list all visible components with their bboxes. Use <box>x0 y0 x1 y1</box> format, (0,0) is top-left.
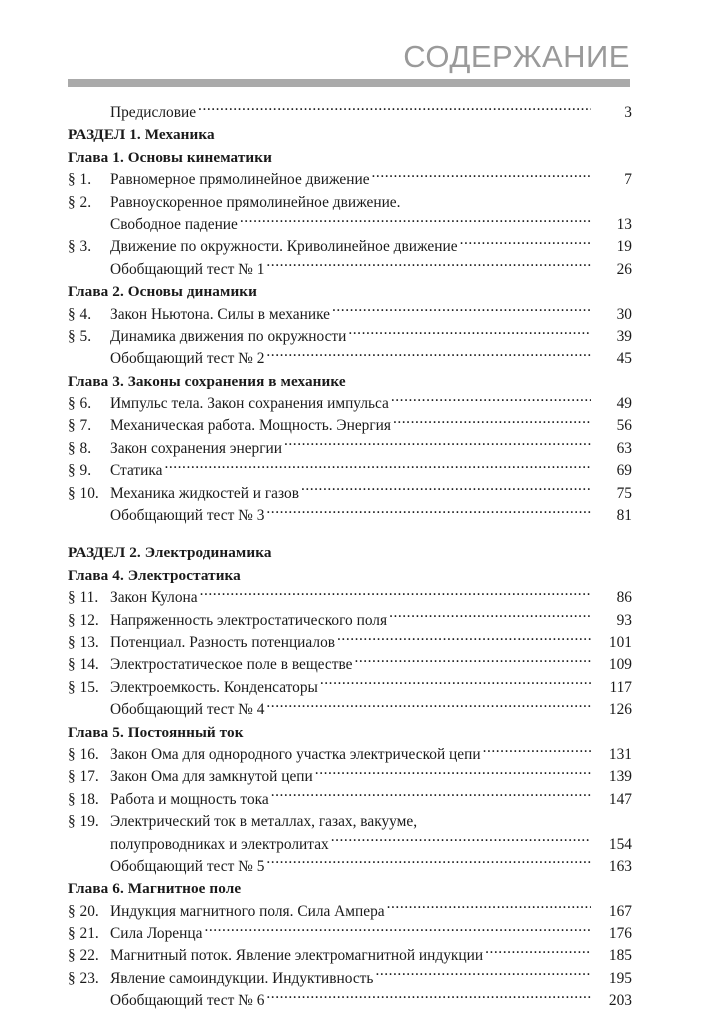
toc-leader-dots <box>320 677 591 692</box>
toc-entry[interactable] <box>68 632 632 654</box>
toc-entry-label: Напряженность электростатического поля <box>110 611 388 629</box>
toc-leader-dots <box>204 923 591 938</box>
toc-entry-number: § 4. <box>68 305 92 323</box>
toc-entry-label: Обобщающий тест № 6 <box>110 992 265 1010</box>
toc-entry[interactable] <box>68 789 632 811</box>
toc-entry-number: § 7. <box>68 417 92 435</box>
page-header <box>68 40 630 87</box>
toc-leader-dots <box>266 699 591 714</box>
toc-entry-page: 154 <box>608 835 632 853</box>
toc-entry-label: Явление самоиндукции. Индуктивность <box>110 969 374 987</box>
toc-leader-dots <box>354 654 591 669</box>
toc-leader-dots <box>483 744 591 759</box>
toc-entry[interactable] <box>68 990 632 1012</box>
toc-entry[interactable] <box>68 766 632 788</box>
toc-entry-label: Обобщающий тест № 2 <box>110 350 265 368</box>
toc-entry[interactable] <box>68 587 632 609</box>
toc-leader-dots <box>348 326 591 341</box>
toc-entry-label: Электростатическое поле в веществе <box>110 656 353 674</box>
toc-leader-dots <box>266 990 591 1005</box>
toc-entry-number: § 21. <box>68 925 99 943</box>
toc-entry-page: 109 <box>608 656 632 674</box>
toc-heading-label: Глава 4. Электростатика <box>68 566 241 584</box>
toc-entry[interactable] <box>68 945 632 967</box>
toc-leader-dots <box>284 438 591 453</box>
toc-entry[interactable] <box>68 923 632 945</box>
toc-entry-label: Импульс тела. Закон сохранения импульса <box>110 395 389 413</box>
toc-entry-label: Механическая работа. Мощность. Энергия <box>110 417 391 435</box>
toc-entry-page: 131 <box>608 745 632 763</box>
toc-entry-page: 101 <box>608 633 632 651</box>
toc-entry-page: 63 <box>616 439 632 457</box>
toc-entry-label: Закон Ома для однородного участка электрической цепи <box>110 745 481 763</box>
toc-leader-dots <box>164 460 591 475</box>
toc-entry-page: 45 <box>616 350 632 368</box>
toc-heading <box>68 565 632 587</box>
toc-entry-continuation[interactable] <box>68 834 632 856</box>
toc-entry-number: § 19. <box>68 813 99 831</box>
toc-entry-page: 49 <box>616 395 632 413</box>
toc-entry-number: § 23. <box>68 969 99 987</box>
toc-entry[interactable] <box>68 236 632 258</box>
toc-entry-label: Закон Ньютона. Силы в механике <box>110 305 330 323</box>
toc-leader-dots <box>337 632 591 647</box>
toc-entry-number: § 17. <box>68 768 99 786</box>
toc-leader-dots <box>460 236 591 251</box>
toc-entry[interactable] <box>68 699 632 721</box>
toc-leader-dots <box>266 348 591 363</box>
toc-entry-label: Электрический ток в металлах, газах, вакууме, <box>110 813 418 831</box>
toc-leader-dots <box>331 834 591 849</box>
toc-entry-label: Механика жидкостей и газов <box>110 484 299 502</box>
toc-entry[interactable] <box>68 744 632 766</box>
toc-entry-page: 69 <box>616 462 632 480</box>
toc-entry[interactable] <box>68 811 632 833</box>
toc-entry-label: Равномерное прямолинейное движение <box>110 171 370 189</box>
toc-entry[interactable] <box>68 505 632 527</box>
header-rule <box>68 79 630 87</box>
toc-entry[interactable] <box>68 169 632 191</box>
toc-leader-dots <box>485 945 591 960</box>
toc-entry-page: 75 <box>616 484 632 502</box>
toc-heading <box>68 124 632 146</box>
toc-entry-label: Статика <box>110 462 163 480</box>
toc-heading-label: РАЗДЕЛ 2. Электродинамика <box>68 544 272 562</box>
toc-leader-dots <box>266 505 591 520</box>
toc-entry-number: § 14. <box>68 656 99 674</box>
toc-entry[interactable] <box>68 304 632 326</box>
table-of-contents <box>68 102 632 1013</box>
toc-entry-page: 81 <box>616 507 632 525</box>
toc-entry[interactable] <box>68 968 632 990</box>
toc-entry-label: Обобщающий тест № 3 <box>110 507 265 525</box>
toc-entry[interactable] <box>68 856 632 878</box>
toc-entry-label: Магнитный поток. Явление электромагнитной индукции <box>110 947 484 965</box>
toc-leader-dots <box>266 259 591 274</box>
toc-leader-dots <box>375 968 591 983</box>
toc-entry-page: 163 <box>608 857 632 875</box>
toc-entry[interactable] <box>68 415 632 437</box>
toc-entry-label: Обобщающий тест № 1 <box>110 260 265 278</box>
toc-entry-page: 93 <box>616 611 632 629</box>
toc-entry-number: § 12. <box>68 611 99 629</box>
toc-entry-label: Динамика движения по окружности <box>110 327 347 345</box>
toc-entry-page: 26 <box>616 260 632 278</box>
toc-entry-label: Обобщающий тест № 4 <box>110 701 265 719</box>
toc-entry-label: Индукция магнитного поля. Сила Ампера <box>110 902 385 920</box>
toc-entry-page: 13 <box>616 215 632 233</box>
toc-entry-number: § 6. <box>68 395 92 413</box>
toc-heading-label: Глава 1. Основы кинематики <box>68 148 272 166</box>
toc-entry-label: Движение по окружности. Криволинейное движение <box>110 238 458 256</box>
toc-leader-dots <box>389 610 591 625</box>
toc-entry-number: § 3. <box>68 238 92 256</box>
toc-entry-page: 139 <box>608 768 632 786</box>
toc-entry-label: Электроемкость. Конденсаторы <box>110 678 318 696</box>
toc-entry-page: 126 <box>608 701 632 719</box>
toc-entry[interactable] <box>68 192 632 214</box>
toc-entry-page: 7 <box>624 171 632 189</box>
toc-entry-number: § 8. <box>68 439 92 457</box>
toc-heading <box>68 281 632 303</box>
toc-entry-page: 117 <box>609 678 632 696</box>
toc-entry[interactable] <box>68 259 632 281</box>
toc-leader-dots <box>372 169 591 184</box>
toc-entry-label: Работа и мощность тока <box>110 790 269 808</box>
toc-entry-number: § 20. <box>68 902 99 920</box>
toc-leader-dots <box>332 304 591 319</box>
toc-entry-label: Предисловие <box>110 104 197 121</box>
toc-entry-number: § 1. <box>68 171 92 189</box>
toc-entry-number: § 9. <box>68 462 92 480</box>
toc-entry-page: 147 <box>608 790 632 808</box>
toc-entry-page: 19 <box>616 238 632 256</box>
toc-entry-label: Равноускоренное прямолинейное движение. <box>110 193 401 211</box>
toc-leader-dots <box>240 214 591 229</box>
toc-entry[interactable] <box>68 610 632 632</box>
toc-entry-page: 56 <box>616 417 632 435</box>
toc-leader-dots <box>393 415 591 430</box>
toc-entry[interactable] <box>68 901 632 923</box>
toc-heading <box>68 371 632 393</box>
page-title: СОДЕРЖАНИЕ <box>403 39 630 74</box>
toc-entry-page: 30 <box>616 305 632 323</box>
toc-entry-label: Закон Кулона <box>110 589 198 607</box>
toc-leader-dots <box>271 789 591 804</box>
toc-leader-dots <box>387 901 591 916</box>
toc-entry-number: § 5. <box>68 327 92 345</box>
toc-entry[interactable] <box>68 438 632 460</box>
toc-leader-dots <box>198 102 591 117</box>
toc-entry-page: 176 <box>608 925 632 943</box>
toc-entry-number: § 2. <box>68 193 92 211</box>
toc-heading-label: Глава 3. Законы сохранения в механике <box>68 372 346 390</box>
toc-entry-page: 185 <box>608 947 632 965</box>
toc-entry-number: § 22. <box>68 947 99 965</box>
toc-entry[interactable] <box>68 393 632 415</box>
toc-leader-dots <box>200 587 591 602</box>
toc-entry-number: § 13. <box>68 633 99 651</box>
toc-entry-label: Свободное падение <box>110 215 238 233</box>
toc-entry[interactable] <box>68 102 632 124</box>
toc-entry[interactable] <box>68 654 632 676</box>
toc-entry-page: 3 <box>624 104 632 121</box>
toc-heading-label: Глава 2. Основы динамики <box>68 283 257 301</box>
toc-leader-dots <box>266 856 591 871</box>
toc-entry-label: полупроводниках и электролитах <box>110 835 329 853</box>
toc-heading-label: Глава 6. Магнитное поле <box>68 880 242 898</box>
toc-entry[interactable] <box>68 348 632 370</box>
toc-heading <box>68 542 632 564</box>
toc-leader-dots <box>315 766 591 781</box>
toc-entry-label: Закон Ома для замкнутой цепи <box>110 768 313 786</box>
toc-entry-page: 203 <box>608 992 632 1010</box>
toc-entry-number: § 16. <box>68 745 99 763</box>
toc-entry[interactable] <box>68 483 632 505</box>
toc-heading <box>68 147 632 169</box>
toc-entry-label: Потенциал. Разность потенциалов <box>110 633 336 651</box>
toc-entry-number: § 18. <box>68 790 99 808</box>
toc-entry[interactable] <box>68 326 632 348</box>
toc-entry-number: § 15. <box>68 678 99 696</box>
toc-entry-page: 195 <box>608 969 632 987</box>
toc-entry-label: Закон сохранения энергии <box>110 439 283 457</box>
toc-heading-label: Глава 5. Постоянный ток <box>68 723 244 741</box>
toc-leader-dots <box>391 393 591 408</box>
toc-entry-continuation[interactable] <box>68 214 632 236</box>
toc-heading <box>68 878 632 900</box>
toc-entry[interactable] <box>68 677 632 699</box>
toc-leader-dots <box>301 483 591 498</box>
toc-entry-number: § 11. <box>68 589 99 607</box>
toc-entry-label: Сила Лоренца <box>110 925 203 943</box>
toc-heading <box>68 722 632 744</box>
toc-entry-number: § 10. <box>68 484 99 502</box>
toc-entry[interactable] <box>68 460 632 482</box>
toc-entry-page: 39 <box>616 327 632 345</box>
toc-heading-label: РАЗДЕЛ 1. Механика <box>68 126 215 144</box>
toc-entry-page: 167 <box>608 902 632 920</box>
toc-entry-label: Обобщающий тест № 5 <box>110 857 265 875</box>
toc-entry-page: 86 <box>616 589 632 607</box>
